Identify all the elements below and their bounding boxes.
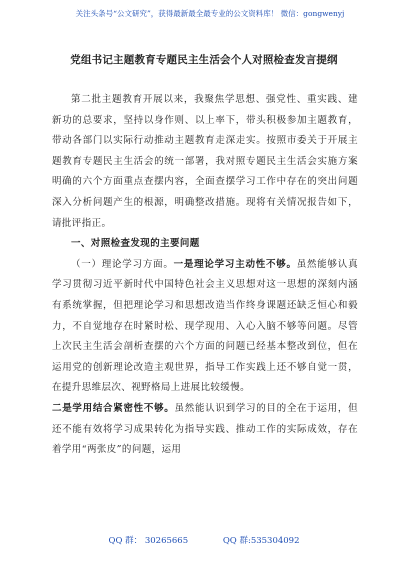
item-text: 虽然能够认真学习贯彻习近平新时代中国特色社会主义思想对这一思想的深刻内涵有系统掌握，但把理论学习和思想改造当作终身课题还缺乏恒心和毅力，不自觉地存在时紧时松、现学现用、入心入脑不够等问题。尽管上次民主生活会剖析查摆的六个方面的问题已经基本整改到位，但在运用党的创新理论改造主观世界，指导工作实践上还不够自觉一贯，在提升思维层次、视野格局上进展比较缓慢。 <box>52 258 358 394</box>
item-prefix: （一）理论学习方面。 <box>71 258 174 270</box>
item-text: 虽然能认识到学习的目的全在于运用，但还不能有效将学习成果转化为指导实践、推动工作的实际成效，存在着学用“两张皮”的问题，运用 <box>52 402 358 456</box>
footer-qq-group-2: QQ 群:535304092 <box>222 536 300 546</box>
header-note: 关注头条号“公文研究”，获得最新最全最专业的公文资料库！ 微信：gongwenyj <box>75 9 345 18</box>
item-theory-study <box>52 255 358 399</box>
footer <box>0 533 408 549</box>
document-body <box>52 90 358 461</box>
item-lead: 二是学用结合紧密性不够。 <box>52 402 175 414</box>
item-application <box>52 399 358 461</box>
section-heading: 一、对照检查发现的主要问题 <box>71 238 200 250</box>
intro-paragraph: 第二批主题教育开展以来，我聚焦学思想、强党性、重实践、建新功的总要求，坚持以身作则、以上率下，带头积极参加主题教育，带动各部门以实际行动推动主题教育走深走实。按照市委关于开展主题教育专题民主生活会的统一部署，我对照专题民主生活会实施方案明确的六个方面重点查摆内容，全面查摆学习工作中存在的突出问题深入分析问题产生的根源，明确整改措施。现将有关情况报告如下，请批评指正。 <box>52 94 358 229</box>
footer-qq-group-1: QQ 群： 30265665 <box>108 536 189 546</box>
document-title: 党组书记主题教育专题民主生活会个人对照检查发言提纲 <box>70 54 338 66</box>
item-lead: 一是理论学习主动性不够。 <box>173 258 297 270</box>
